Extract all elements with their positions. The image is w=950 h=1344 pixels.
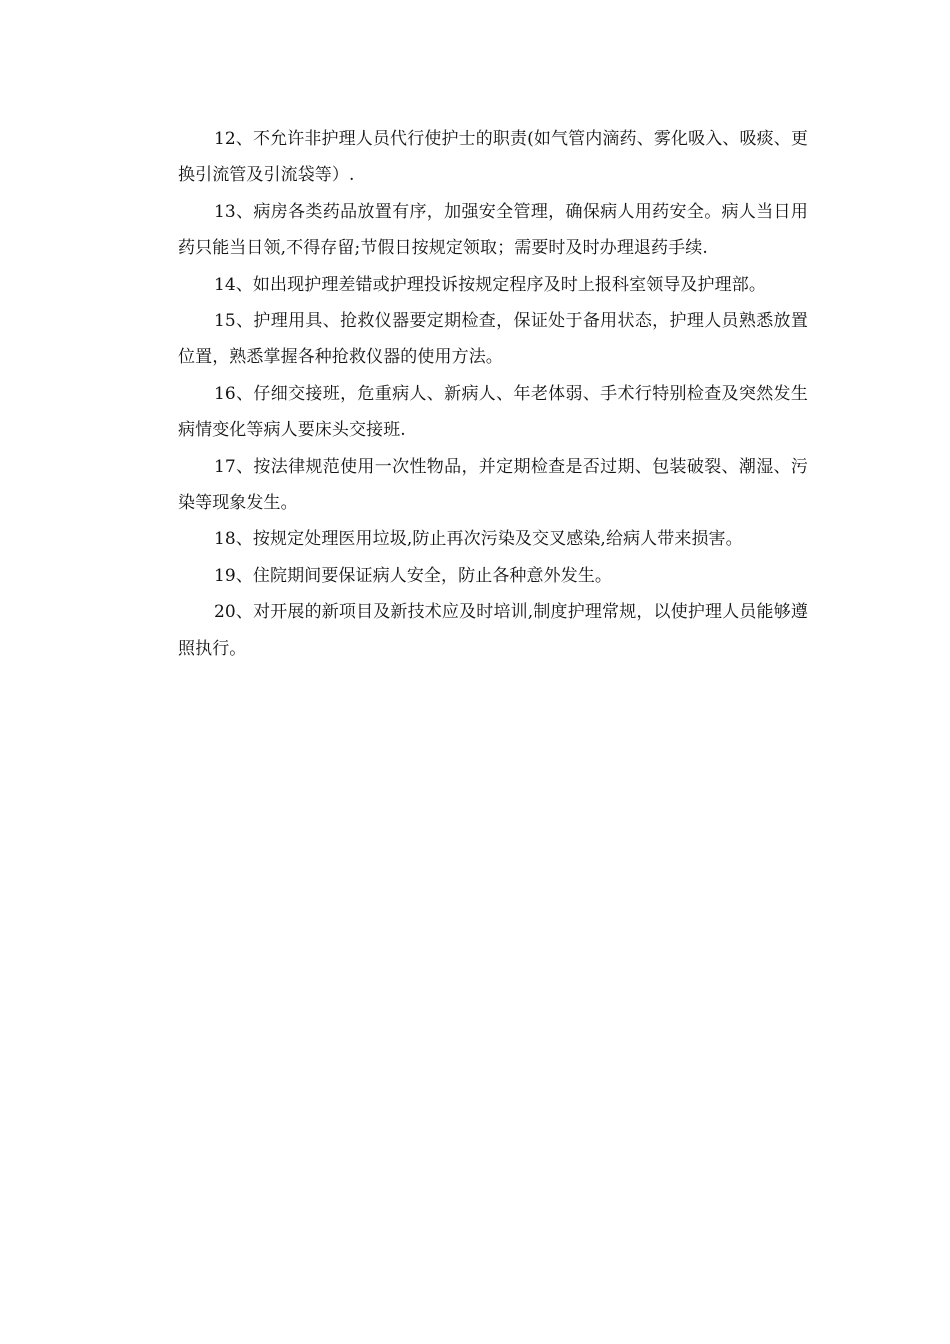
paragraph-item-15: 15、护理用具、抢救仪器要定期检查，保证处于备用状态，护理人员熟悉放置位置，熟悉掌握各种抢救仪器的使用方法。 <box>178 311 808 368</box>
paragraph-item-13: 13、病房各类药品放置有序，加强安全管理，确保病人用药安全。病人当日用药只能当日领,不得存留;节假日按规定领取；需要时及时办理退药手续. <box>178 201 808 259</box>
paragraph-item-14: 14、如出现护理差错或护理投诉按规定程序及时上报科室领导及护理部。 <box>214 274 766 295</box>
paragraph-item-18: 18、按规定处理医用垃圾,防止再次污染及交叉感染,给病人带来损害。 <box>214 529 743 550</box>
paragraph-item-16: 16、仔细交接班，危重病人、新病人、年老体弱、手术行特别检查及突然发生病情变化等病人要床头交接班. <box>178 383 808 441</box>
paragraph-item-20: 20、对开展的新项目及新技术应及时培训,制度护理常规，以使护理人员能够遵照执行。 <box>178 602 808 659</box>
paragraph-item-12: 12、不允许非护理人员代行使护士的职责(如气管内滴药、雾化吸入、吸痰、更换引流管及引流袋等）. <box>178 129 808 186</box>
paragraph-item-17: 17、按法律规范使用一次性物品，并定期检查是否过期、包装破裂、潮湿、污染等现象发生。 <box>178 456 808 514</box>
paragraph-item-19: 19、住院期间要保证病人安全，防止各种意外发生。 <box>214 565 613 586</box>
document-body <box>178 121 808 667</box>
